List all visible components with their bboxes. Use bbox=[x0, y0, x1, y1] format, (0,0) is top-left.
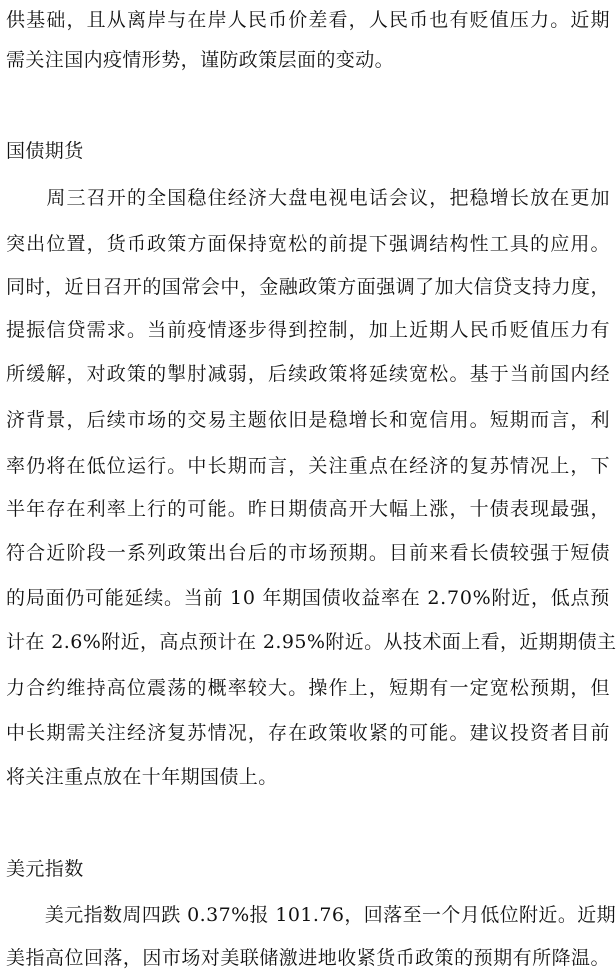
paragraph-line: 半 年 存 在 利 率 上 行 的 可 能 。 昨 日 期 债 高 开 大 幅 上 涨 ， 十 债 表 现 最 强 ， bbox=[6, 498, 610, 520]
paragraph-line: 美 指 高 位 回 落 ， 因 市 场 对 美 联 储 激 进 地 收 紧 货 币 政 策 的 预 期 有 所 降 温 。 bbox=[6, 947, 610, 969]
paragraph-line: 率 仍 将 在 低 位 运 行 。 中 长 期 而 言 ， 关 注 重 点 在 经 济 的 复 苏 情 况 上 ， 下 bbox=[6, 455, 610, 477]
paragraph-line: 需关注国内疫情形势，谨防政策层面的变动。 bbox=[6, 49, 395, 71]
paragraph-line: 供 基 础 ， 且 从 离 岸 与 在 岸 人 民 币 价 差 看 ， 人 民 币 也 有 贬 值 压 力 。 近 期 bbox=[6, 9, 610, 31]
paragraph-line: 周 三 召 开 的 全 国 稳 住 经 济 大 盘 电 视 电 话 会 议 ， 把 稳 增 长 放 在 更 加 bbox=[46, 187, 610, 209]
paragraph-line: 突 出 位 置 ， 货 币 政 策 方 面 保 持 宽 松 的 前 提 下 强 调 结 构 性 工 具 的 应 用 。 bbox=[6, 233, 610, 255]
paragraph-line: 提 振 信 贷 需 求 。 当 前 疫 情 逐 步 得 到 控 制 ， 加 上 近 期 人 民 币 贬 值 压 力 有 bbox=[6, 319, 610, 341]
paragraph-line: 所 缓 解 ， 对 政 策 的 掣 肘 减 弱 ， 后 续 政 策 将 延 续 宽 松 。 基 于 当 前 国 内 经 bbox=[6, 363, 610, 385]
paragraph-line: 中 长 期 需 关 注 经 济 复 苏 情 况 ， 存 在 政 策 收 紧 的 可 能 。 建 议 投 资 者 目 前 bbox=[6, 722, 610, 744]
section-heading: 美元指数 bbox=[6, 858, 84, 880]
paragraph-line: 美 元 指 数 周 四 跌 0 . 3 7 % 报 1 0 1 . 7 6 ， 回 落 至 一 个 月 低 位 附 近 。 近 期 bbox=[44, 904, 616, 926]
paragraph-line: 的 局 面 仍 可 能 延 续 。 当 前 1 0 年 期 国 债 收 益 率 在 2 . 7 0 % 附 近 ， 低 点 预 bbox=[6, 587, 610, 609]
paragraph-line: 济 背 景 ， 后 续 市 场 的 交 易 主 题 依 旧 是 稳 增 长 和 宽 信 用 。 短 期 而 言 ， 利 bbox=[6, 409, 610, 431]
paragraph-line: 符 合 近 阶 段 一 系 列 政 策 出 台 后 的 市 场 预 期 。 目 前 来 看 长 债 较 强 于 短 债 bbox=[6, 542, 610, 564]
section-heading: 国债期货 bbox=[6, 140, 84, 162]
paragraph-line: 力 合 约 维 持 高 位 震 荡 的 概 率 较 大 。 操 作 上 ， 短 期 有 一 定 宽 松 预 期 ， 但 bbox=[6, 677, 610, 699]
paragraph-line: 同 时 ， 近 日 召 开 的 国 常 会 中 ， 金 融 政 策 方 面 强 调 了 加 大 信 贷 支 持 力 度 ， bbox=[6, 276, 610, 298]
paragraph-line: 将关注重点放在十年期国债上。 bbox=[6, 766, 278, 788]
paragraph-line: 计 在 2 . 6 % 附 近 ， 高 点 预 计 在 2 . 9 5 % 附 近 。 从 技 术 面 上 看 ， 近 期 期 债 主 bbox=[6, 631, 616, 653]
